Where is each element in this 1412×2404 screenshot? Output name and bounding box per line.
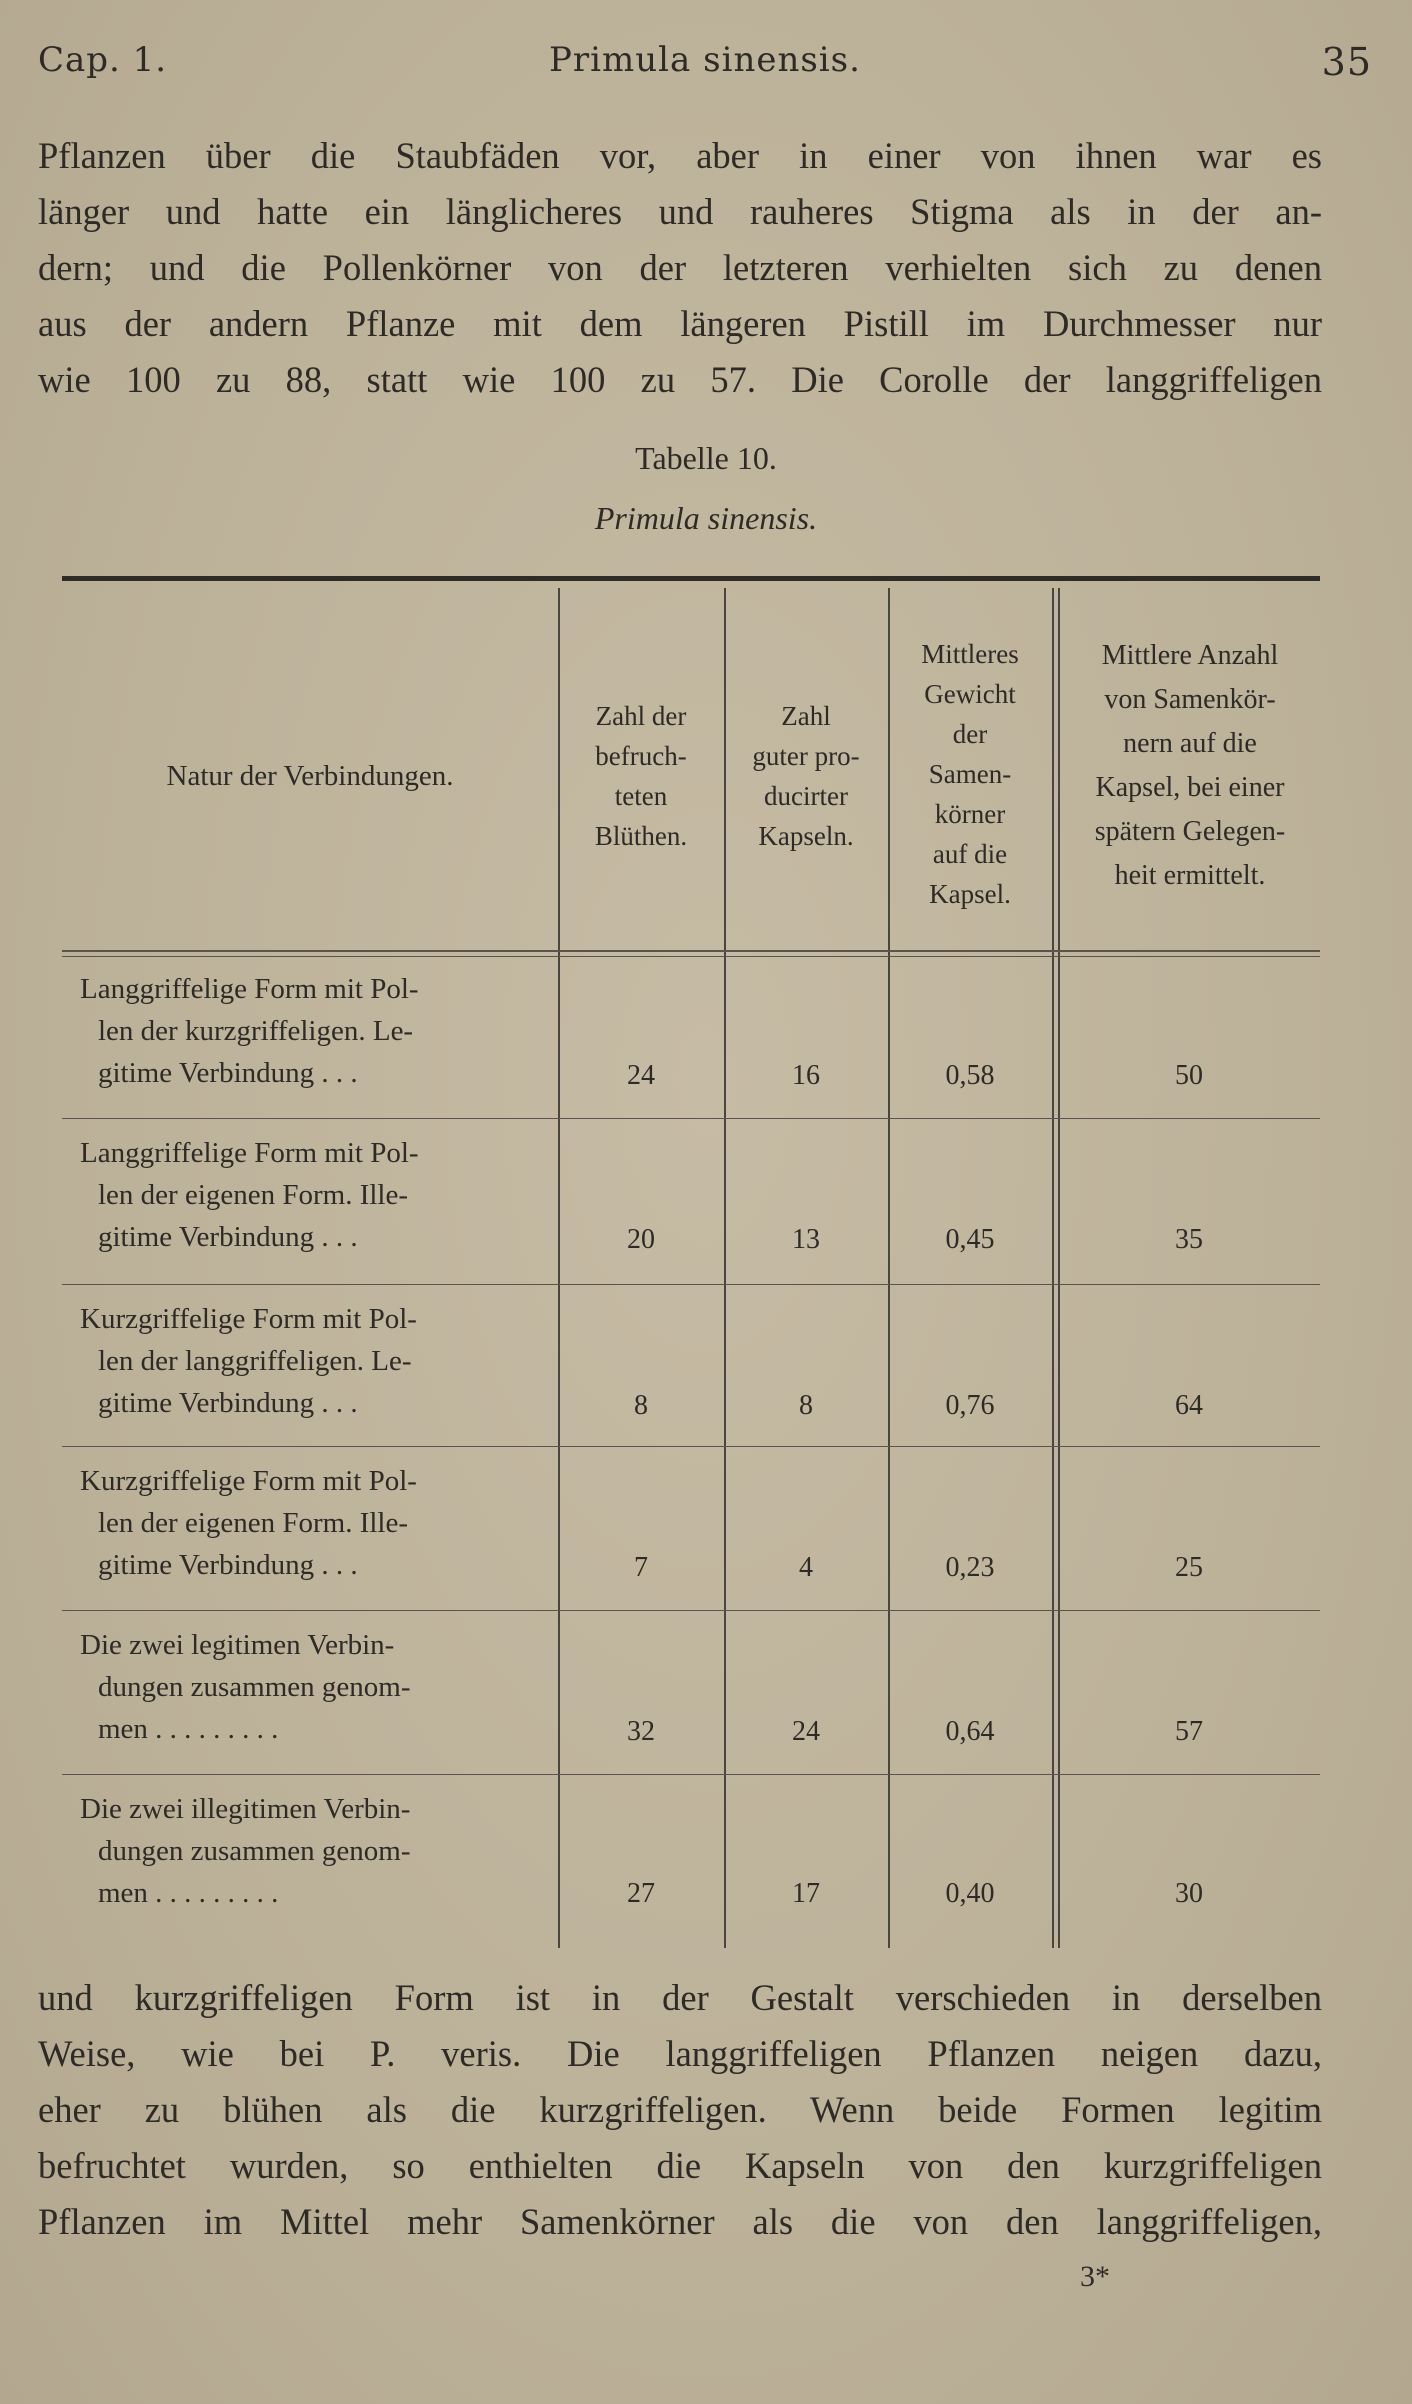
row-label-line: Kurzgriffelige Form mit Pol- (80, 1465, 417, 1497)
column-header-text: Gewicht (924, 679, 1016, 709)
cell-capsules: 8 (799, 1390, 813, 1421)
row-label-line: Kurzgriffelige Form mit Pol- (80, 1303, 417, 1335)
cell-weight: 0,40 (945, 1878, 995, 1909)
column-header-text: Samen- (928, 759, 1012, 789)
row-divider (62, 1118, 1320, 1119)
column-header-text: nern auf die (1123, 728, 1257, 759)
column-header-text: ducirter (764, 781, 848, 811)
column-divider (1052, 588, 1054, 1948)
running-title: Primula sinensis. (549, 40, 861, 80)
text-line: länger und hatte ein länglicheres und rauheres Stigma als in der an- (38, 191, 1322, 232)
cell-seeds: 30 (1175, 1878, 1203, 1909)
column-header-text: auf die (932, 839, 1008, 869)
cell-flowers: 7 (634, 1552, 648, 1583)
column-header-text: Zahl (781, 701, 831, 731)
row-label-line: Die zwei legitimen Verbin- (80, 1629, 395, 1661)
table-top-rule (62, 576, 1320, 581)
row-divider (62, 1774, 1320, 1775)
column-header-flowers (558, 606, 724, 946)
cell-capsules: 17 (792, 1878, 820, 1909)
column-header-text: körner (934, 799, 1006, 829)
row-divider (62, 1446, 1320, 1447)
column-header-text: Zahl der (595, 701, 687, 731)
table-row-label (80, 968, 550, 1094)
column-header-seeds (1060, 606, 1320, 926)
column-header-text: spätern Gelegen- (1094, 816, 1286, 847)
cell-seeds: 64 (1175, 1390, 1203, 1421)
cell-seeds: 35 (1175, 1224, 1203, 1255)
cell-weight: 0,45 (945, 1224, 995, 1255)
table-row-label (80, 1624, 550, 1750)
row-label-line: Die zwei illegitimen Verbin- (80, 1793, 411, 1825)
column-header-text: heit ermittelt. (1114, 860, 1266, 891)
cell-weight: 0,58 (945, 1060, 995, 1091)
row-label-line: Langgriffelige Form mit Pol- (80, 1137, 419, 1169)
column-header-text: befruch- (595, 741, 687, 771)
cell-weight: 0,64 (945, 1716, 995, 1747)
running-header (38, 40, 1372, 90)
text-line: Pflanzen im Mittel mehr Samenkörner als die von den langgriffeligen, (38, 2201, 1322, 2242)
column-header-text: der (952, 719, 988, 749)
paragraph-bottom (38, 1970, 1322, 2250)
text-line: Weise, wie bei P. veris. Die langgriffeligen Pflanzen neigen dazu, (38, 2033, 1322, 2074)
column-header-text: Kapseln. (758, 821, 854, 851)
cell-capsules: 16 (792, 1060, 820, 1091)
row-label-line: gitime Verbindung . . . (98, 1221, 358, 1253)
signature-mark: 3* (1080, 2260, 1110, 2293)
row-label-line: gitime Verbindung . . . (98, 1057, 358, 1089)
row-label-line: len der kurzgriffeligen. Le- (98, 1015, 414, 1047)
row-label-line: gitime Verbindung . . . (98, 1549, 358, 1581)
row-label-line: len der eigenen Form. Ille- (98, 1507, 409, 1539)
column-header-text: Mittlere Anzahl (1101, 640, 1279, 671)
text-line: eher zu blühen als die kurzgriffeligen. Wenn beide Formen legitim (38, 2089, 1322, 2130)
row-label-line: len der eigenen Form. Ille- (98, 1179, 409, 1211)
row-label-line: dungen zusammen genom- (98, 1835, 411, 1867)
row-divider (62, 1610, 1320, 1611)
cell-flowers: 8 (634, 1390, 648, 1421)
column-header-text: Blüthen. (594, 821, 688, 851)
cell-flowers: 24 (627, 1060, 655, 1091)
page-number: 35 (1321, 40, 1372, 84)
cell-flowers: 20 (627, 1224, 655, 1255)
table-caption: Tabelle 10. (635, 440, 777, 476)
header-rule (62, 950, 1320, 952)
column-header-text: von Samenkör- (1104, 684, 1276, 715)
paragraph-top (38, 128, 1322, 408)
row-label-line: dungen zusammen genom- (98, 1671, 411, 1703)
cell-weight: 0,23 (945, 1552, 995, 1583)
table-row-label (80, 1788, 550, 1914)
text-line: aus der andern Pflanze mit dem längeren Pistill im Durchmesser nur (38, 303, 1322, 344)
cell-flowers: 27 (627, 1878, 655, 1909)
row-label-line: men . . . . . . . . . (98, 1877, 279, 1909)
text-line: und kurzgriffeligen Form ist in der Gestalt verschieden in derselben (38, 1977, 1322, 2018)
cell-seeds: 57 (1175, 1716, 1203, 1747)
column-header-text: teten (614, 781, 668, 811)
row-label-line: men . . . . . . . . . (98, 1713, 279, 1745)
row-label-line: Langgriffelige Form mit Pol- (80, 973, 419, 1005)
column-header-text: Mittleres (921, 639, 1019, 669)
chapter-label: Cap. 1. (38, 40, 168, 80)
table-row-label (80, 1460, 550, 1586)
row-label-line: gitime Verbindung . . . (98, 1387, 358, 1419)
text-line: dern; und die Pollenkörner von der letzteren verhielten sich zu denen (38, 247, 1322, 288)
row-divider (62, 1284, 1320, 1285)
cell-capsules: 24 (792, 1716, 820, 1747)
cell-flowers: 32 (627, 1716, 655, 1747)
column-header-capsules (724, 606, 888, 946)
text-line: wie 100 zu 88, statt wie 100 zu 57. Die Corolle der langgriffeligen (38, 359, 1322, 400)
table-subcaption: Primula sinensis. (594, 500, 818, 536)
column-header-text: Kapsel. (929, 879, 1011, 909)
table-row-label (80, 1298, 550, 1424)
column-header-text: Natur der Verbindungen. (166, 760, 454, 792)
data-table (62, 576, 1320, 1948)
column-header-text: Kapsel, bei einer (1095, 772, 1285, 803)
cell-seeds: 25 (1175, 1552, 1203, 1583)
header-rule (62, 956, 1320, 957)
column-header-weight (888, 604, 1052, 944)
row-label-line: len der langgriffeligen. Le- (98, 1345, 412, 1377)
cell-capsules: 13 (792, 1224, 820, 1255)
text-line: Pflanzen über die Staubfäden vor, aber in einer von ihnen war es (38, 135, 1322, 176)
text-line: befruchtet wurden, so enthielten die Kapseln von den kurzgriffeligen (38, 2145, 1322, 2186)
cell-weight: 0,76 (945, 1390, 995, 1421)
cell-capsules: 4 (799, 1552, 813, 1583)
table-row-label (80, 1132, 550, 1258)
column-header-text: guter pro- (752, 741, 860, 771)
cell-seeds: 50 (1175, 1060, 1203, 1091)
column-header-nature (62, 606, 558, 946)
